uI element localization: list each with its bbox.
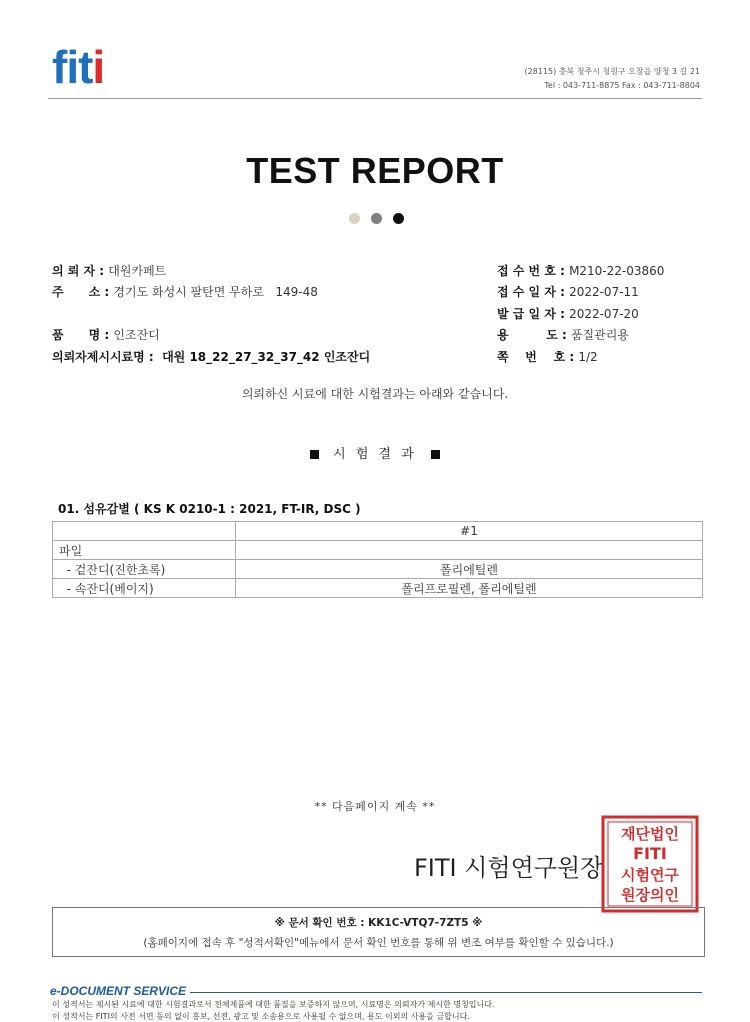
header-contact: Tel : 043-711-8875 Fax : 043-711-8804 [544,81,700,90]
verification-note: (홈페이지에 접속 후 "성적서확인"메뉴에서 문서 확인 번호를 통해 위 변조 여부를 확인할 수 있습니다.) [143,937,614,949]
svg-text:원장의인: 원장의인 [621,886,679,904]
section-title: 01. 섬유감별 ( KS K 0210-1 : 2021, FT-IR, DSC ) [58,502,361,516]
fiti-logo [52,41,105,93]
report-title: TEST REPORT [246,150,504,191]
table-cell: 폴리프로필렌, 폴리에틸렌 [236,579,703,598]
field-receipt-number [497,260,664,279]
field-address [52,281,318,300]
results-heading [0,443,750,462]
results-heading-text: 시 험 결 과 [333,447,417,462]
field-label: 용 도 : [497,328,571,342]
table-cell: 폴리에틸렌 [236,560,703,579]
results-table [52,521,703,598]
field-value: 2022-07-11 [569,285,639,299]
field-label: 접 수 번 호 : [497,264,570,278]
field-label: 발 급 일 자 : [497,307,570,321]
table-cell: - 속잔디(베이지) [53,579,236,598]
footer-divider [190,992,702,993]
svg-text:시험연구: 시험연구 [621,866,679,884]
svg-text:재단법인: 재단법인 [621,825,679,843]
field-value: 경기도 화성시 팔탄면 무하로 149-48 [113,285,318,299]
square-bullet-icon [431,450,440,459]
continued-note: ** 다음페이지 계속 ** [314,800,436,813]
disclaimer-line-2: 이 성적서는 FITI의 사전 서면 동의 없이 홍보, 선전, 광고 및 소송용으로 사용될 수 없으며, 용도 이외의 사용을 금합니다. [52,1012,470,1021]
logo-text-accent: i [92,41,105,93]
field-value: 2022-07-20 [569,307,639,321]
field-value: M210-22-03860 [569,264,665,278]
field-value: 1/2 [578,350,598,364]
field-purpose [497,324,629,343]
field-sample-name [52,346,370,365]
verification-box [52,907,705,957]
table-cell [236,541,703,560]
verification-code: ※ 문서 확인 번호 : KK1C-VTQ7-7ZT5 ※ [274,917,483,929]
table-row [53,560,703,579]
e-document-label: e-DOCUMENT SERVICE [50,984,187,998]
title-dot-1 [349,213,360,224]
intro-text: 의뢰하신 시료에 대한 시험결과는 아래와 같습니다. [241,387,509,401]
field-page-number [497,346,598,365]
field-value: 대원카페트 [108,264,167,278]
logo-text: fit [52,41,93,93]
field-product [52,324,160,343]
field-value: 인조잔디 [113,328,160,342]
header-divider [48,98,702,99]
title-dot-3 [393,213,404,224]
field-receipt-date [497,281,639,300]
field-label: 의 뢰 자 : [52,264,109,278]
field-label: 쪽 번 호 : [497,350,579,364]
field-client [52,260,166,279]
signature-text: FITI 시험연구원장 [414,854,604,882]
field-label: 의뢰자제시시료명 : [52,350,163,364]
table-row [53,579,703,598]
table-row [53,541,703,560]
table-header-row [53,522,703,541]
field-label: 품 명 : [52,328,114,342]
table-header-cell: #1 [236,522,703,541]
title-dot-2 [371,213,382,224]
header-address: (28115) 충북 청주시 청원구 오창읍 양청 3 길 21 [524,67,700,76]
disclaimer-line-1: 이 성적서는 제시된 시료에 대한 시험결과로서 전체제품에 대한 품질을 보증하지 않으며, 시료명은 의뢰자가 제시한 명칭입니다. [52,1000,495,1009]
table-cell: 파일 [53,541,236,560]
field-label: 접 수 일 자 : [497,285,570,299]
field-issue-date [497,303,639,322]
table-cell [53,522,236,541]
svg-text:FITI: FITI [633,844,667,863]
field-label: 주 소 : [52,285,114,299]
square-bullet-icon [310,450,319,459]
official-seal-stamp [600,814,700,914]
field-value: 대원 18_22_27_32_37_42 인조잔디 [162,350,371,364]
table-cell: - 겉잔디(진한초록) [53,560,236,579]
field-value: 품질관리용 [570,328,629,342]
